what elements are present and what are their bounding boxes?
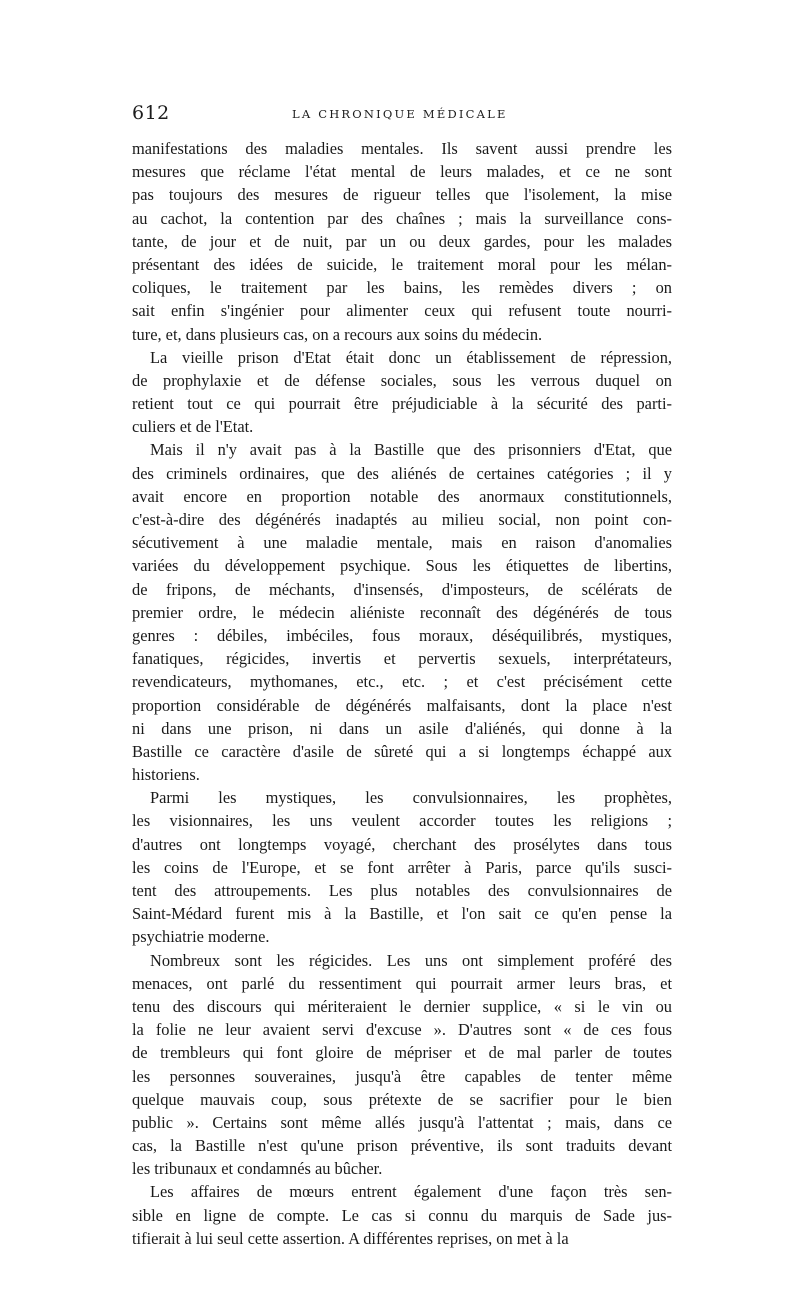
running-head xyxy=(132,102,672,126)
text-line: revendicateurs, mythomanes, etc., etc. ; et c'est précisément cette xyxy=(132,672,672,692)
text-line: des criminels ordinaires, que des aliénés de certaines catégories ; il y xyxy=(132,463,672,483)
text-line: retient tout ce qui pourrait être préjudiciable à la sécurité des parti- xyxy=(132,394,672,414)
journal-title: LA CHRONIQUE MÉDICALE xyxy=(292,107,508,121)
text-line: présentant des idées de suicide, le traitement moral pour les mélan- xyxy=(132,254,672,274)
text-line: premier ordre, le médecin aliéniste reconnaît des dégénérés de tous xyxy=(132,602,672,622)
text-line: fanatiques, régicides, invertis et pervertis sexuels, interprétateurs, xyxy=(132,649,672,669)
text-line: mesures que réclame l'état mental de leurs malades, et ce ne sont xyxy=(132,162,672,182)
text-line: les visionnaires, les uns veulent accorder toutes les religions ; xyxy=(132,811,672,831)
text-line: sécutivement à une maladie mentale, mais en raison d'anomalies xyxy=(132,533,672,553)
text-line: genres : débiles, imbéciles, fous moraux, déséquilibrés, mystiques, xyxy=(132,625,672,645)
text-line: Les affaires de mœurs entrent également d'une façon très sen- xyxy=(150,1182,672,1202)
text-line: tante, de jour et de nuit, par un ou deux gardes, pour les malades xyxy=(132,231,672,251)
text-line: Parmi les mystiques, les convulsionnaires, les prophètes, xyxy=(150,788,672,808)
text-line: de trembleurs qui font gloire de mépriser et de mal parler de toutes xyxy=(132,1043,672,1063)
text-line: Saint-Médard furent mis à la Bastille, et l'on sait ce qu'en pense la xyxy=(132,904,672,924)
text-line: culiers et de l'Etat. xyxy=(132,417,254,437)
text-line: de prophylaxie et de défense sociales, sous les verrous duquel on xyxy=(132,370,672,390)
text-line: les personnes souveraines, jusqu'à être capables de tenter même xyxy=(132,1066,672,1086)
text-line: Nombreux sont les régicides. Les uns ont simplement proféré des xyxy=(150,950,672,970)
text-line: sible en ligne de compte. Le cas si connu du marquis de Sade jus- xyxy=(132,1205,672,1225)
paragraph xyxy=(132,438,672,786)
paragraph xyxy=(132,786,672,948)
text-line: menaces, ont parlé du ressentiment qui pourrait armer leurs bras, et xyxy=(132,973,672,993)
text-line: c'est-à-dire des dégénérés inadaptés au milieu social, non point con- xyxy=(132,510,672,529)
text-line: au cachot, la contention par des chaînes ; mais la surveillance cons- xyxy=(132,208,672,228)
text-line: tent des attroupements. Les plus notables des convulsionnaires de xyxy=(132,881,672,900)
text-line: proportion considérable de dégénérés malfaisants, dont la place n'est xyxy=(132,695,672,715)
text-line: la folie ne leur avaient servi d'excuse ». D'autres sont « de ces fous xyxy=(132,1020,672,1040)
text-line: Bastille ce caractère d'asile de sûreté qui a si longtemps échappé aux xyxy=(132,741,672,761)
paragraph xyxy=(132,1180,672,1250)
paragraph xyxy=(132,137,672,346)
text-line: historiens. xyxy=(132,765,200,785)
text-line: d'autres ont longtemps voyagé, cherchant des prosélytes dans tous xyxy=(132,834,672,854)
text-line: psychiatrie moderne. xyxy=(132,927,270,947)
text-line: Mais il n'y avait pas à la Bastille que des prisonniers d'Etat, que xyxy=(150,440,672,460)
text-line: avait encore en proportion notable des anormaux constitutionnels, xyxy=(132,486,672,506)
text-line: ni dans une prison, ni dans un asile d'aliénés, qui donne à la xyxy=(132,718,672,738)
text-line: tifierait à lui seul cette assertion. A différentes reprises, on met à la xyxy=(132,1228,569,1248)
text-line: quelque mauvais coup, sous prétexte de se sacrifier pour le bien xyxy=(132,1089,672,1109)
text-line: pas toujours des mesures de rigueur telles que l'isolement, la mise xyxy=(132,185,672,205)
text-line: de fripons, de méchants, d'insensés, d'imposteurs, de scélérats de xyxy=(132,579,672,599)
paragraph xyxy=(132,949,672,1181)
text-line: tenu des discours qui mériteraient le dernier supplice, « si le vin ou xyxy=(132,996,672,1016)
text-line: manifestations des maladies mentales. Ils savent aussi prendre les xyxy=(132,139,672,158)
text-line: les coins de l'Europe, et se font arrêter à Paris, parce qu'ils susci- xyxy=(132,857,672,877)
text-line: les tribunaux et condamnés au bûcher. xyxy=(132,1159,383,1179)
page-number: 612 xyxy=(132,102,170,124)
text-line: sait enfin s'ingénier pour alimenter ceux qui refusent toute nourri- xyxy=(132,301,672,321)
text-line: public ». Certains sont même allés jusqu'à l'attentat ; mais, dans ce xyxy=(132,1112,672,1132)
text-line: coliques, le traitement par les bains, les remèdes divers ; on xyxy=(132,278,672,298)
text-line: ture, et, dans plusieurs cas, on a recours aux soins du médecin. xyxy=(132,324,543,344)
paragraph xyxy=(132,346,672,439)
body-text xyxy=(132,137,672,1250)
text-line: variées du développement psychique. Sous les étiquettes de libertins, xyxy=(132,556,672,576)
text-line: La vieille prison d'Etat était donc un établissement de répression, xyxy=(150,347,672,367)
text-line: cas, la Bastille n'est qu'une prison préventive, ils sont traduits devant xyxy=(132,1136,672,1156)
